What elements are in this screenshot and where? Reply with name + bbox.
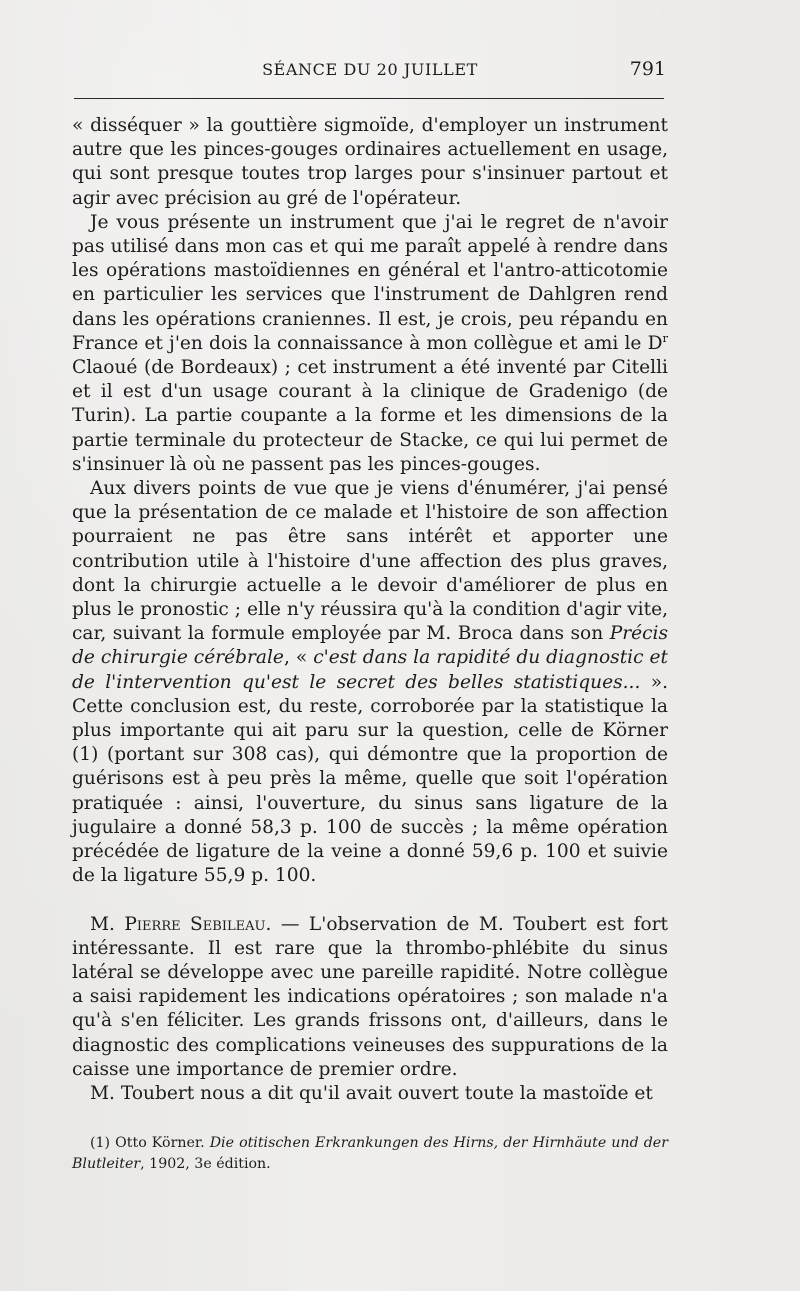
paragraph-3: [72, 477, 668, 888]
paragraph-1-text: « disséquer » la gouttière sigmoïde, d'employer un instrument autre que les pinces-gouges ordinaires actuellement en usage, qui sont presque toutes trop larges pour s'insinuer partout et agir avec précision au gré de l'opérateur.: [72, 115, 668, 209]
footnote-rest: , 1902, 3e édition.: [140, 1156, 271, 1172]
paragraph-1: [72, 114, 668, 211]
paragraph-4-text: — L'observation de M. Toubert est fort intéressante. Il est rare que la thrombo-phlébite du sinus latéral se développe avec une pareille rapidité. Notre collègue a saisi rapidement les indications opératoires ; son malade n'a qu'à s'en féliciter. Les grands frissons ont, d'ailleurs, dans le diagnostic des complications veineuses des suppurations de la caisse une importance de premier ordre.: [72, 913, 669, 1080]
paragraph-3-text-end: ». Cette conclusion est, du reste, corroborée par la statistique la plus importante qui ait paru sur la question, celle de Körner (1) (portant sur 308 cas), qui démontre que la proportion de guérisons est à peu près la même, quelle que soit l'opération pratiquée : ainsi, l'ouverture, du sinus sans ligature de la jugulaire a donné 58,3 p. 100 de succès ; la même opération précédée de ligature de la veine a donné 59,6 p. 100 et suivie de la ligature 55,9 p. 100.: [72, 671, 668, 887]
speaker-name: M. Pierre Sebileau.: [90, 913, 272, 935]
broca-quote: c'est dans la rapidité du diagnostic et de l'intervention qu'est le secret des belles statistiques...: [72, 647, 668, 693]
paragraph-2: [72, 211, 668, 477]
page-header: [72, 56, 668, 86]
paragraph-3-mid: , «: [283, 647, 314, 669]
paragraph-5: [72, 1082, 668, 1106]
doctor-abbrev-sup: r: [662, 330, 668, 345]
paragraph-3-text: Aux divers points de vue que je viens d'énumérer, j'ai pensé que la présentation de ce malade et l'histoire de son affection pourraient ne pas être sans intérêt et apporter une contribution utile à l'histoire d'une affection des plus graves, dont la chirurgie actuelle a le devoir d'améliorer de plus en plus le pronostic ; elle n'y réussira qu'à la condition d'agir vite, car, suivant la formule employée par M. Broca dans son: [72, 478, 668, 645]
paragraph-4: [72, 913, 668, 1082]
paragraph-2-text-end: Claoué (de Bordeaux) ; cet instrument a été inventé par Citelli et il est d'un usage courant à la clinique de Gradenigo (de Turin). La partie coupante a la forme et les dimensions de la partie terminale du protecteur de Stacke, ce qui lui permet de s'insinuer là où ne passent pas les pinces-gouges.: [72, 357, 668, 475]
footnote-1: [72, 1133, 668, 1175]
footnote: [72, 1133, 668, 1175]
footnote-marker: (1) Otto Körner.: [90, 1135, 210, 1151]
paragraph-5-text: M. Toubert nous a dit qu'il avait ouvert toute la mastoïde et: [90, 1082, 653, 1104]
page-number: 791: [629, 58, 666, 80]
paragraph-2-text: Je vous présente un instrument que j'ai le regret de n'avoir pas utilisé dans mon cas et qui me paraît appelé à rendre dans les opérations mastoïdiennes en général et l'antro-atticotomie en particulier les services que l'instrument de Dahlgren rend dans les opérations craniennes. Il est, je crois, peu répandu en France et j'en dois la connaissance à mon collègue et ami le D: [72, 211, 668, 354]
running-head: SÉANCE DU 20 JUILLET: [262, 60, 478, 79]
header-rule: [74, 98, 664, 99]
book-title: Précis de chirurgie cérébrale: [72, 623, 668, 669]
body-text: [72, 114, 668, 1106]
footnote-title: Die otitischen Erkrankungen des Hirns, der Hirnhäute und der Blutleiter: [72, 1135, 668, 1172]
